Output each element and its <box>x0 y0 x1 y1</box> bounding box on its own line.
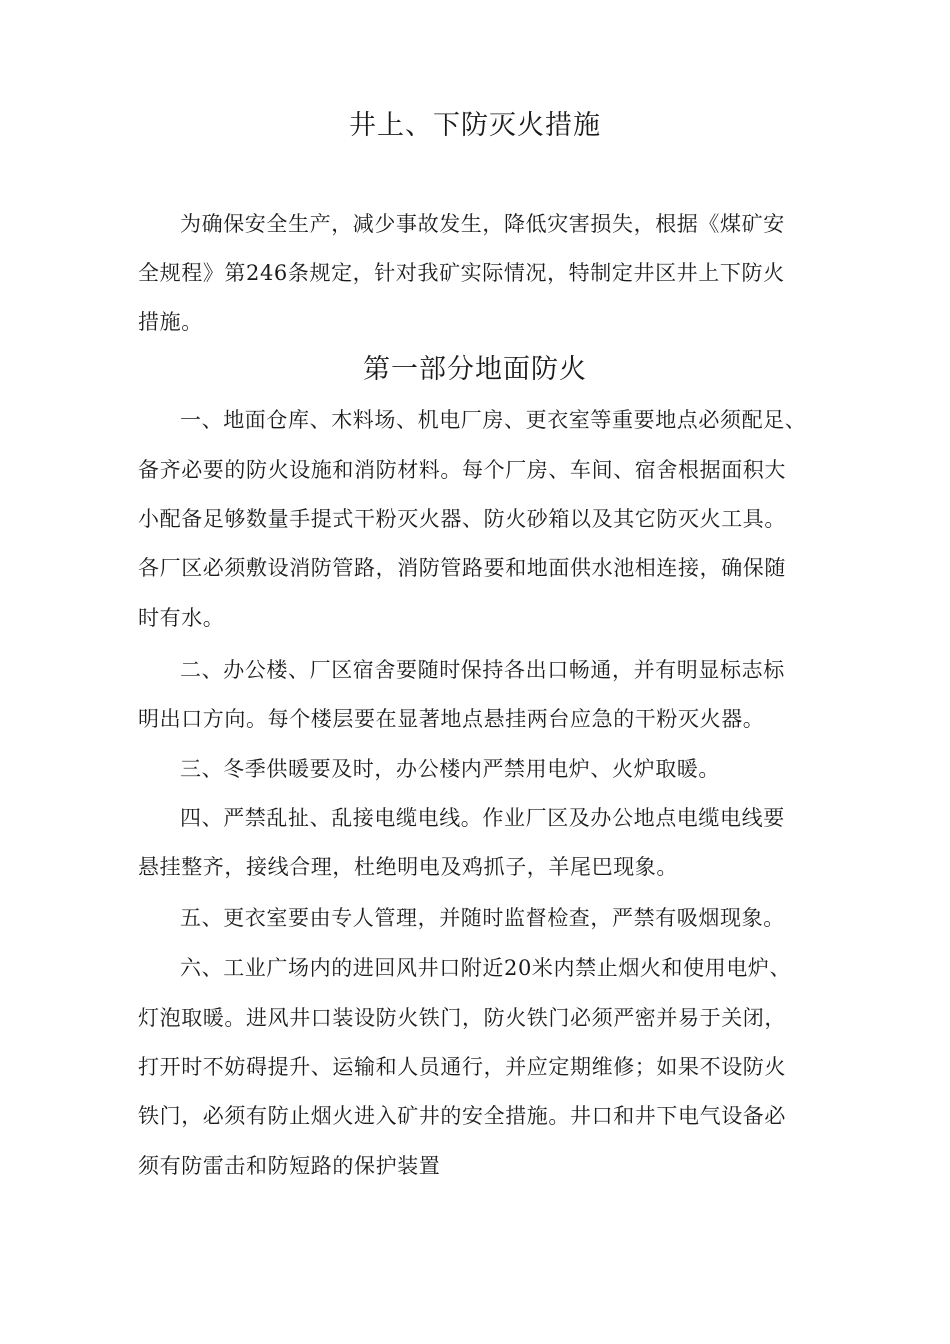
item6-line-5: 须有防雷击和防短路的保护装置 <box>138 1154 441 1178</box>
item6-line-4: 铁门，必须有防止烟火进入矿井的安全措施。井口和井下电气设备必 <box>138 1104 786 1128</box>
item4-line-1: 四、严禁乱扯、乱接电缆电线。作业厂区及办公地点电缆电线要 <box>180 806 785 830</box>
item4-line-2: 悬挂整齐，接线合理，杜绝明电及鸡抓子，羊尾巴现象。 <box>138 855 678 879</box>
document-title: 井上、下防灭火措施 <box>349 110 601 141</box>
item2-line-2: 明出口方向。每个楼层要在显著地点悬挂两台应急的干粉灭火器。 <box>138 707 765 731</box>
item5-line-1: 五、更衣室要由专人管理，并随时监督检查，严禁有吸烟现象。 <box>180 906 785 930</box>
item3-line-1: 三、冬季供暖要及时，办公楼内严禁用电炉、火炉取暖。 <box>180 757 720 781</box>
item6-line-3: 打开时不妨碍提升、运输和人员通行，并应定期维修；如果不设防火 <box>138 1055 786 1079</box>
item2-line-1: 二、办公楼、厂区宿舍要随时保持各出口畅通，并有明显标志标 <box>180 658 785 682</box>
item1-line-5: 时有水。 <box>138 606 225 630</box>
item1-line-3: 小配备足够数量手提式干粉灭火器、防火砂箱以及其它防灭火工具。 <box>138 507 786 531</box>
item1-line-1: 一、地面仓库、木料场、机电厂房、更衣室等重要地点必须配足、 <box>180 408 807 432</box>
item6-line-1: 六、工业广场内的进回风井口附近20米内禁止烟火和使用电炉、 <box>180 956 792 980</box>
item6-line-2: 灯泡取暖。进风井口装设防火铁门，防火铁门必须严密并易于关闭， <box>138 1006 786 1030</box>
intro-line-1: 为确保安全生产，减少事故发生，降低灾害损失，根据《煤矿安 <box>180 212 785 236</box>
intro-line-2: 全规程》第246条规定，针对我矿实际情况，特制定井区井上下防火 <box>138 261 785 285</box>
intro-line-3: 措施。 <box>138 310 203 334</box>
item1-line-2: 备齐必要的防火设施和消防材料。每个厂房、车间、宿舍根据面积大 <box>138 458 786 482</box>
section-title: 第一部分地面防火 <box>363 354 587 385</box>
item1-line-4: 各厂区必须敷设消防管路，消防管路要和地面供水池相连接，确保随 <box>138 556 786 580</box>
